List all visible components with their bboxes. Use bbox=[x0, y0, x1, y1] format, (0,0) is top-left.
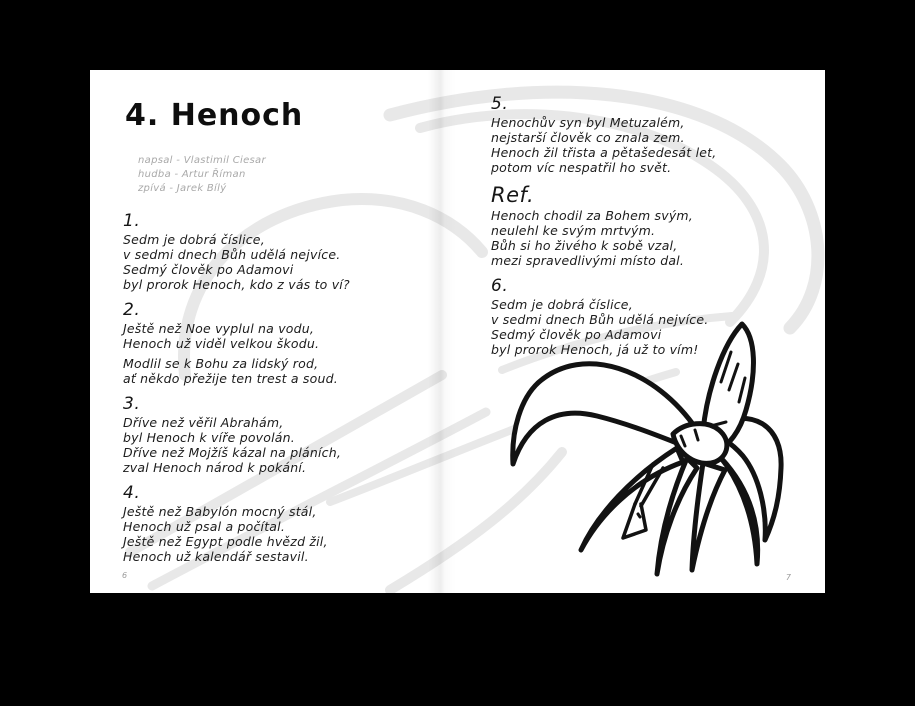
lyric-line: Henochův syn byl Metuzalém, bbox=[491, 115, 685, 130]
lyric-line: Dříve než věřil Abrahám, bbox=[123, 415, 284, 430]
page-left bbox=[90, 70, 441, 593]
lyric-line: Ještě než Noe vyplul na vodu, bbox=[123, 321, 315, 336]
lyric-line: Henoch žil třista a pětašedesát let, bbox=[491, 145, 717, 160]
lyric-line: Ještě než Egypt podle hvězd žil, bbox=[123, 534, 328, 549]
lyric-line: Modlil se k Bohu za lidský rod, bbox=[123, 356, 319, 371]
lyric-line: v sedmi dnech Bůh udělá nejvíce. bbox=[491, 312, 709, 327]
lyric-line: Ještě než Babylón mocný stál, bbox=[123, 504, 317, 519]
lyric-line: byl prorok Henoch, já už to vím! bbox=[491, 342, 699, 357]
book-spread bbox=[90, 70, 825, 593]
lyric-line: neulehl ke svým mrtvým. bbox=[491, 223, 656, 238]
lyric-line: Sedm je dobrá číslice, bbox=[123, 232, 265, 247]
lyric-line: Sedm je dobrá číslice, bbox=[491, 297, 633, 312]
verse-number: 3. bbox=[123, 394, 141, 414]
verses-left bbox=[123, 211, 350, 572]
lyric-line: Henoch už psal a počítal. bbox=[123, 519, 286, 534]
lyric-line: zval Henoch národ k pokání. bbox=[123, 460, 307, 475]
lyric-line: Henoch už kalendář sestavil. bbox=[123, 549, 309, 564]
verse-1 bbox=[123, 211, 350, 292]
verse-ref bbox=[491, 183, 716, 268]
lyric-line: ať někdo přežije ten trest a soud. bbox=[123, 371, 338, 386]
credits-block bbox=[138, 154, 266, 196]
lyric-line: Dříve než Mojžíš kázal na pláních, bbox=[123, 445, 342, 460]
verse-3 bbox=[123, 394, 350, 475]
verse-number: 2. bbox=[123, 300, 141, 320]
verse-number: 1. bbox=[123, 211, 141, 231]
palm-tree-illustration-icon bbox=[505, 318, 785, 580]
lyric-line: v sedmi dnech Bůh udělá nejvíce. bbox=[123, 247, 341, 262]
lyric-line: Sedmý člověk po Adamovi bbox=[491, 327, 662, 342]
verse-number: 5. bbox=[491, 94, 509, 114]
lyric-line: mezi spravedlivými místo dal. bbox=[491, 253, 685, 268]
verse-number: Ref. bbox=[491, 183, 535, 207]
lyric-line: Henoch už viděl velkou škodu. bbox=[123, 336, 320, 351]
credit-line: napsal - Vlastimil Ciesar bbox=[138, 155, 266, 166]
lyric-line: Sedmý člověk po Adamovi bbox=[123, 262, 294, 277]
verse-2 bbox=[123, 300, 350, 386]
page-number-left: 6 bbox=[122, 571, 128, 580]
verse-number: 6. bbox=[491, 276, 509, 296]
verse-5 bbox=[491, 94, 716, 175]
page-right bbox=[441, 70, 825, 593]
credit-line: hudba - Artur Říman bbox=[138, 169, 246, 180]
verse-4 bbox=[123, 483, 350, 564]
song-title: 4. Henoch bbox=[125, 98, 304, 133]
lyric-line: byl Henoch k víře povolán. bbox=[123, 430, 295, 445]
lyric-line: Henoch chodil za Bohem svým, bbox=[491, 208, 693, 223]
lyric-line: potom víc nespatřil ho svět. bbox=[491, 160, 672, 175]
lyric-line: nejstarší člověk co znala zem. bbox=[491, 130, 685, 145]
page-number-right: 7 bbox=[785, 573, 791, 582]
verse-number: 4. bbox=[123, 483, 141, 503]
lyric-line: byl prorok Henoch, kdo z vás to ví? bbox=[123, 277, 350, 292]
credit-line: zpívá - Jarek Bílý bbox=[138, 183, 227, 194]
lyric-line: Bůh si ho živého k sobě vzal, bbox=[491, 238, 678, 253]
